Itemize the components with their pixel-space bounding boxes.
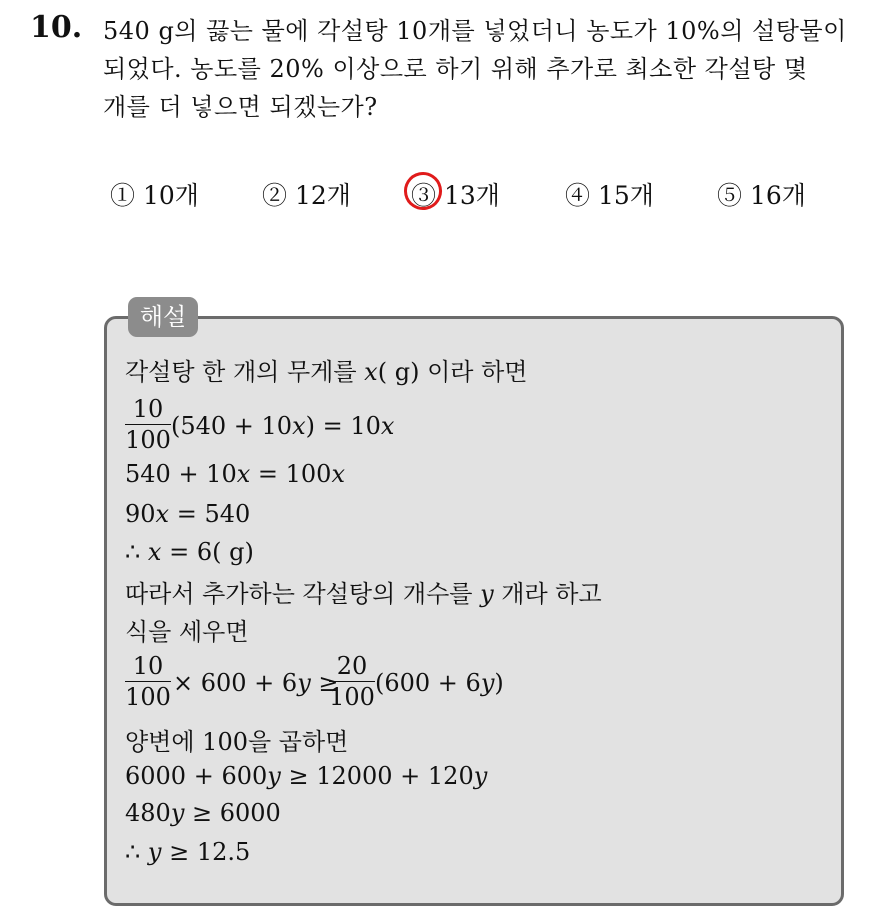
text: 540 + 10 bbox=[125, 460, 237, 488]
choice-3[interactable]: ③ 13개 bbox=[411, 181, 500, 210]
variable: y bbox=[297, 669, 311, 697]
variable: x bbox=[331, 460, 345, 488]
solution-line: 양변에 100을 곱하면 bbox=[125, 728, 349, 756]
text: ( g) 이라 하면 bbox=[377, 358, 528, 386]
text: ≥ 12000 + 120 bbox=[280, 762, 474, 790]
variable: x bbox=[380, 412, 395, 440]
denominator: 100 bbox=[329, 683, 375, 711]
question-line: 540 g의 끓는 물에 각설탕 10개를 넣었더니 농도가 10%의 설탕물이 bbox=[103, 17, 847, 45]
text: ) = 10 bbox=[305, 412, 381, 440]
text: 각설탕 한 개의 무게를 bbox=[125, 358, 365, 386]
denominator: 100 bbox=[125, 683, 171, 711]
equation bbox=[171, 412, 394, 440]
equation bbox=[125, 762, 487, 790]
question-number: 10. bbox=[30, 10, 83, 45]
variable: x bbox=[364, 358, 378, 386]
variable: x bbox=[147, 538, 162, 566]
equation bbox=[125, 460, 345, 488]
text: ≥ bbox=[310, 669, 339, 697]
question-text bbox=[103, 12, 863, 126]
question-line: 개를 더 넣으면 되겠는가? bbox=[103, 93, 378, 121]
text: × 600 + 6 bbox=[173, 669, 298, 697]
text: (600 + 6 bbox=[375, 669, 481, 697]
numerator: 10 bbox=[132, 395, 164, 423]
solution-line: 식을 세우면 bbox=[125, 618, 249, 646]
variable: x bbox=[155, 500, 170, 528]
variable: y bbox=[480, 580, 494, 608]
text: ∴ bbox=[125, 538, 148, 566]
text: = 100 bbox=[250, 460, 332, 488]
text: (540 + 10 bbox=[171, 412, 293, 440]
variable: y bbox=[147, 838, 162, 866]
variable: y bbox=[267, 762, 281, 790]
variable: y bbox=[170, 799, 185, 827]
text: = 540 bbox=[169, 500, 251, 528]
fraction-bar bbox=[125, 424, 171, 425]
equation bbox=[173, 669, 339, 697]
choice-1[interactable]: ① 10개 bbox=[110, 181, 199, 210]
fraction bbox=[125, 652, 171, 711]
equation bbox=[125, 799, 281, 827]
variable: y bbox=[480, 669, 495, 697]
variable: x bbox=[292, 412, 306, 440]
numerator: 10 bbox=[132, 652, 164, 680]
variable: y bbox=[473, 762, 488, 790]
text: 6000 + 600 bbox=[125, 762, 268, 790]
solution-tag: 해설 bbox=[128, 297, 198, 337]
numerator: 20 bbox=[336, 652, 368, 680]
text: = 6( g) bbox=[161, 538, 254, 566]
question-line: 되었다. 농도를 20% 이상으로 하기 위해 추가로 최소한 각설탕 몇 bbox=[103, 55, 808, 83]
equation bbox=[125, 538, 254, 566]
text: ∴ bbox=[125, 838, 148, 866]
equation bbox=[375, 669, 504, 697]
text: ≥ 12.5 bbox=[161, 838, 251, 866]
text: 개라 하고 bbox=[493, 580, 602, 608]
fraction bbox=[125, 395, 171, 454]
solution-line bbox=[125, 574, 602, 609]
equation bbox=[125, 838, 250, 866]
text: ≥ 6000 bbox=[184, 799, 281, 827]
text: 480 bbox=[125, 799, 171, 827]
denominator: 100 bbox=[125, 426, 171, 454]
choice-2[interactable]: ② 12개 bbox=[262, 181, 351, 210]
solution-line bbox=[125, 352, 527, 387]
text: 90 bbox=[125, 500, 156, 528]
choice-5[interactable]: ⑤ 16개 bbox=[717, 181, 806, 210]
equation bbox=[125, 500, 250, 528]
variable: x bbox=[236, 460, 251, 488]
text: ) bbox=[494, 669, 504, 697]
choice-4[interactable]: ④ 15개 bbox=[565, 181, 654, 210]
text: 따라서 추가하는 각설탕의 개수를 bbox=[125, 580, 481, 608]
fraction bbox=[329, 652, 375, 711]
fraction-bar bbox=[329, 681, 375, 682]
fraction-bar bbox=[125, 681, 171, 682]
